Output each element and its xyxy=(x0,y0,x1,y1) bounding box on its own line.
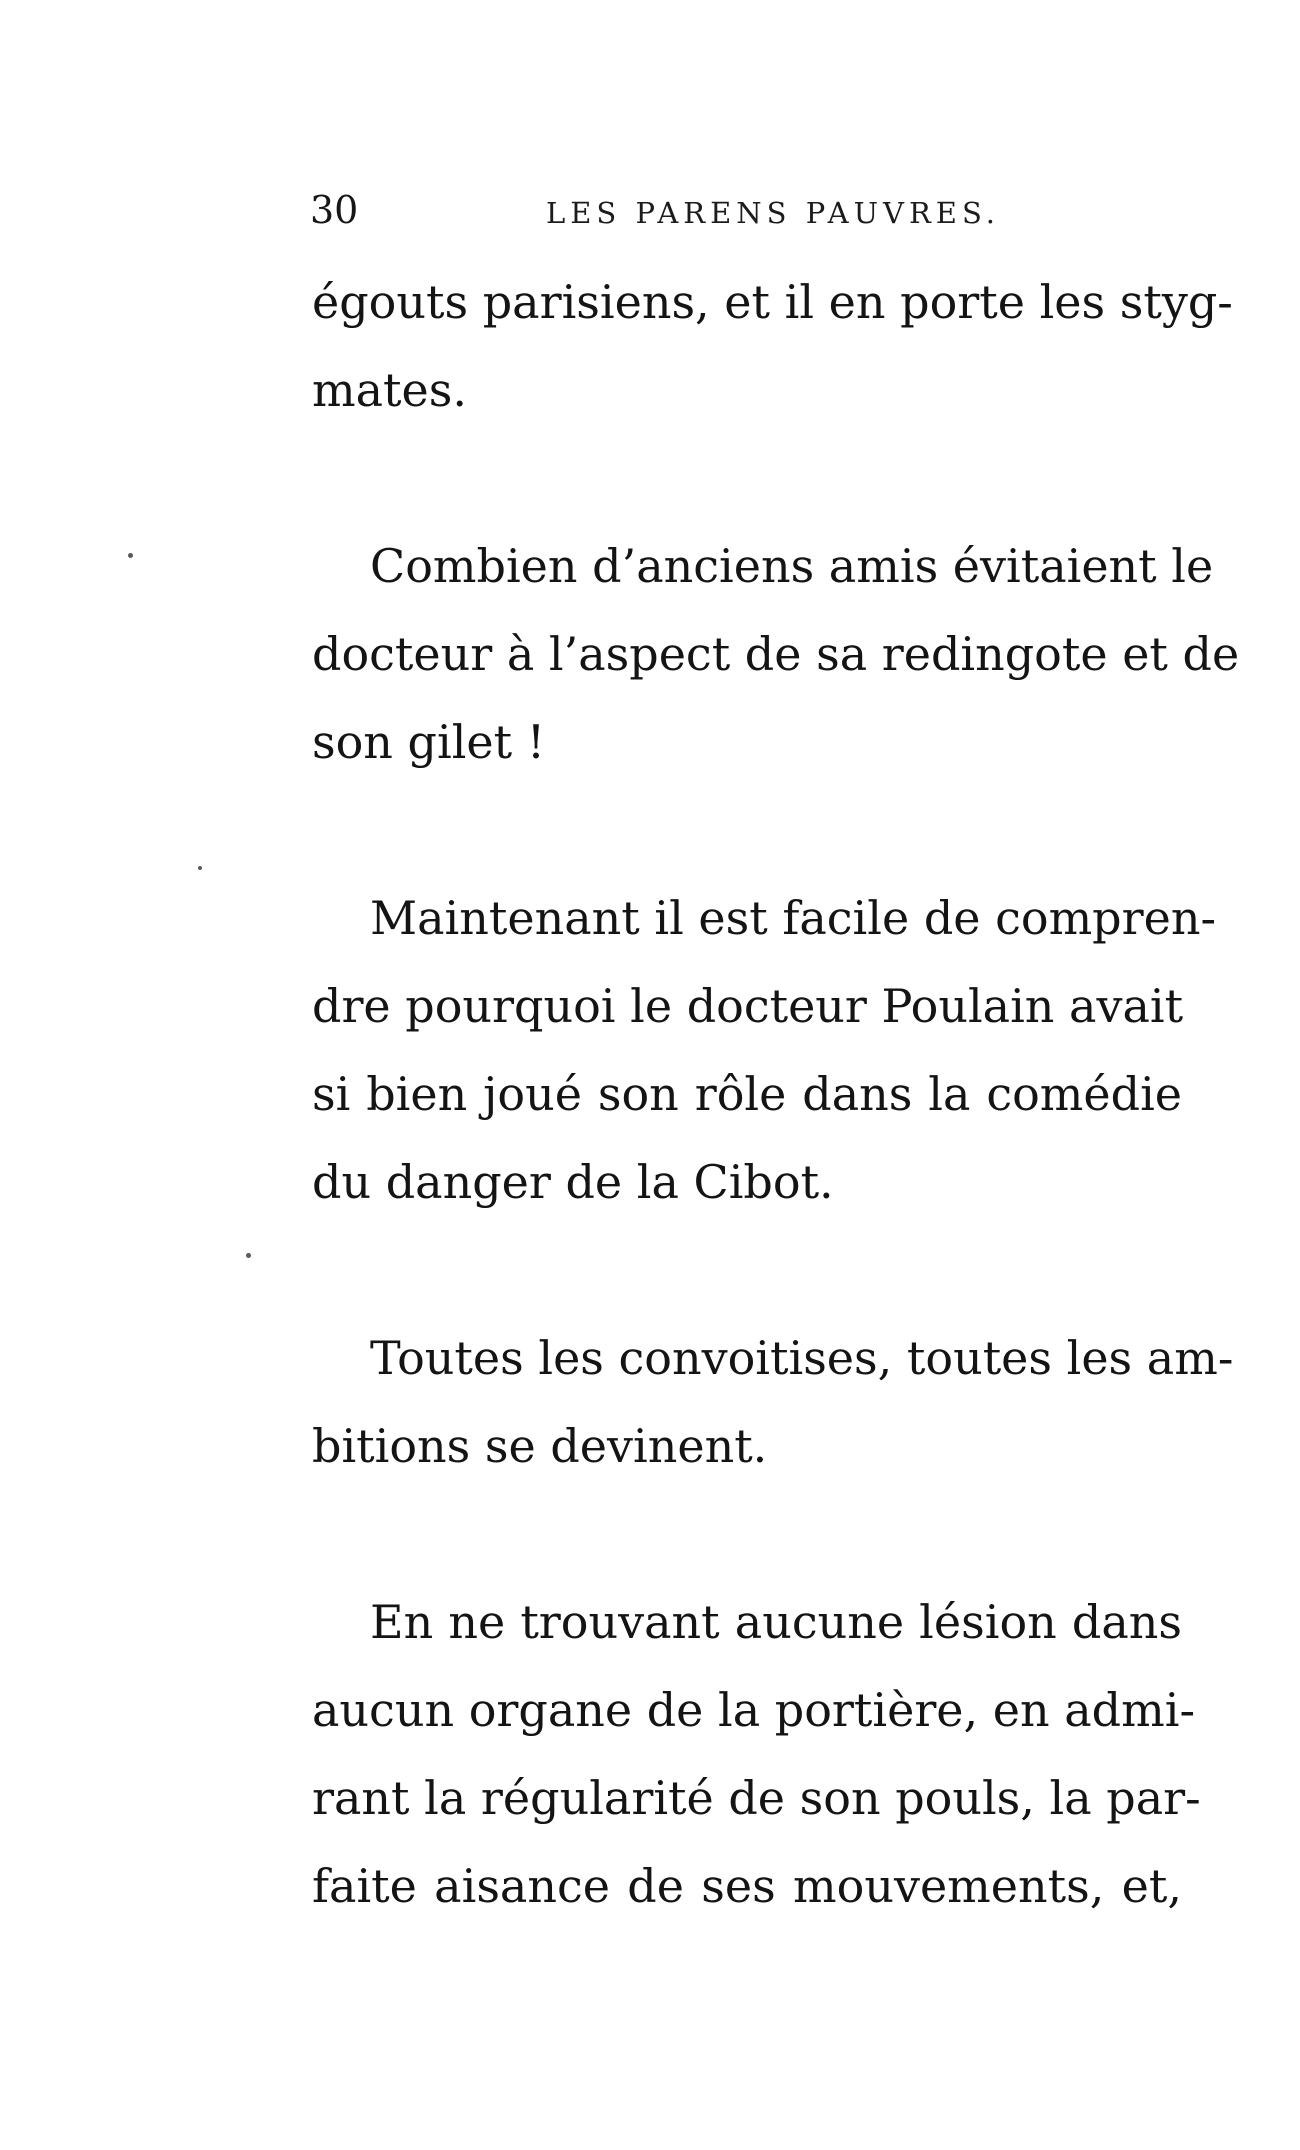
page-header xyxy=(310,188,1180,238)
page-number: 30 xyxy=(310,188,359,232)
text-line: dre pourquoi le docteur Poulain avait xyxy=(312,979,1184,1033)
paragraph-gap xyxy=(312,434,1182,522)
text-line: mates. xyxy=(312,363,467,417)
text-line: Combien d’anciens amis évitaient le xyxy=(370,539,1214,593)
running-title: LES PARENS PAUVRES. xyxy=(546,196,1001,230)
text-line: aucun organe de la portière, en admi- xyxy=(312,1683,1195,1737)
text-line: docteur à l’aspect de sa redingote et de xyxy=(312,627,1240,681)
text-line: bitions se devinent. xyxy=(312,1419,768,1473)
margin-speck xyxy=(128,553,133,558)
text-line: du danger de la Cibot. xyxy=(312,1155,834,1209)
body-text xyxy=(312,258,1240,1930)
text-line: En ne trouvant aucune lésion dans xyxy=(370,1595,1182,1649)
text-line: rant la régularité de son pouls, la par- xyxy=(312,1771,1201,1825)
paragraph-gap xyxy=(312,1490,1182,1578)
paragraph-gap xyxy=(312,786,1182,874)
text-line: Maintenant il est facile de compren- xyxy=(370,891,1217,945)
text-line: faite aisance de ses mouvements, et, xyxy=(312,1859,1182,1913)
margin-speck xyxy=(246,1253,251,1258)
text-line: son gilet ! xyxy=(312,715,546,769)
text-line: Toutes les convoitises, toutes les am- xyxy=(370,1331,1234,1385)
text-line: si bien joué son rôle dans la comédie xyxy=(312,1067,1182,1121)
margin-speck xyxy=(198,866,202,870)
text-line: égouts parisiens, et il en porte les styg- xyxy=(312,275,1233,329)
paragraph-gap xyxy=(312,1226,1182,1314)
